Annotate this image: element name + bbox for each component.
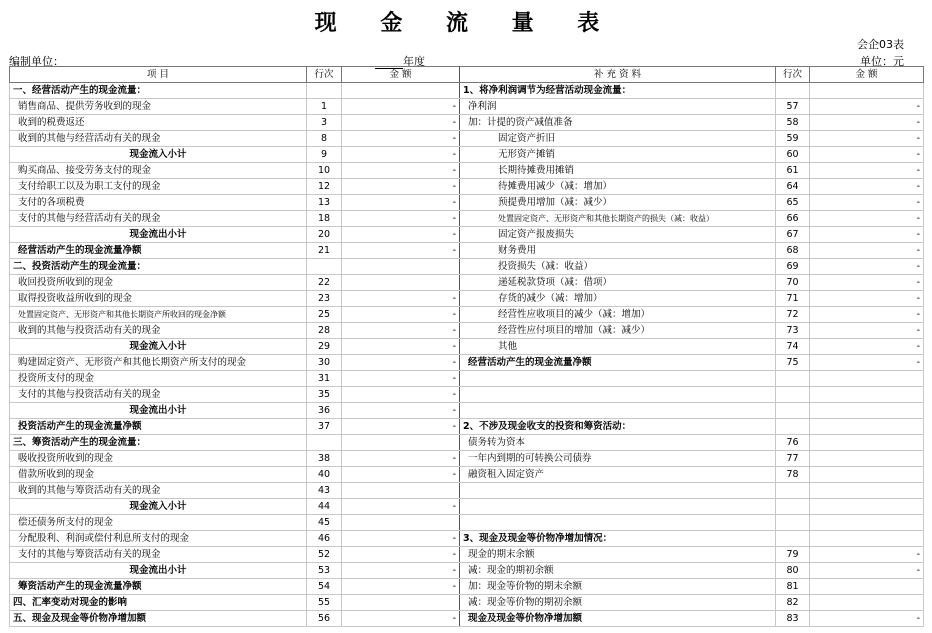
supplement-row-no: 67 <box>776 227 810 243</box>
table-row <box>10 163 924 179</box>
item-amount-cell[interactable]: - <box>342 323 460 339</box>
item-label: 取得投资收益所收到的现金 <box>10 291 307 307</box>
item-amount-cell[interactable]: - <box>342 531 460 547</box>
item-label: 投资所支付的现金 <box>10 371 307 387</box>
item-row-no: 55 <box>307 595 342 611</box>
form-code: 会企03表 <box>857 38 904 51</box>
table-row <box>10 275 924 291</box>
supplement-amount-cell[interactable]: - <box>810 243 924 259</box>
table-row <box>10 483 924 499</box>
supplement-row-no: 64 <box>776 179 810 195</box>
item-row-no: 20 <box>307 227 342 243</box>
table-row <box>10 419 924 435</box>
item-label: 现金流出小计 <box>10 227 307 243</box>
col-header-amount-2: 金 额 <box>810 67 924 83</box>
item-row-no: 56 <box>307 611 342 627</box>
item-row-no: 25 <box>307 307 342 323</box>
supplement-amount-cell[interactable]: - <box>810 307 924 323</box>
item-label: 支付的其他与经营活动有关的现金 <box>10 211 307 227</box>
table-row <box>10 515 924 531</box>
table-row <box>10 115 924 131</box>
supplement-amount-cell[interactable] <box>810 83 924 99</box>
item-amount-cell[interactable]: - <box>342 499 460 515</box>
item-row-no: 46 <box>307 531 342 547</box>
currency-unit: 单位：元 <box>860 55 904 68</box>
cash-flow-table <box>9 66 924 627</box>
supplement-row-no: 72 <box>776 307 810 323</box>
table-row <box>10 195 924 211</box>
item-row-no: 23 <box>307 291 342 307</box>
table-row <box>10 259 924 275</box>
item-label: 支付给职工以及为职工支付的现金 <box>10 179 307 195</box>
col-header-supplement: 补 充 资 料 <box>460 67 776 83</box>
supplement-label: 一年内到期的可转换公司债券 <box>460 451 776 467</box>
supplement-label: 处置固定资产、无形资产和其他长期资产的损失（减：收益） <box>460 211 776 227</box>
item-amount-cell[interactable]: - <box>342 291 460 307</box>
item-row-no: 36 <box>307 403 342 419</box>
supplement-label: 固定资产报废损失 <box>460 227 776 243</box>
item-label: 支付的各项税费 <box>10 195 307 211</box>
supplement-label <box>460 483 776 499</box>
supplement-amount-cell[interactable] <box>810 579 924 595</box>
supplement-amount-cell[interactable]: - <box>810 355 924 371</box>
item-amount-cell[interactable]: - <box>342 611 460 627</box>
item-row-no: 30 <box>307 355 342 371</box>
year-label: 年度 <box>403 55 425 68</box>
item-amount-cell[interactable]: - <box>342 387 460 403</box>
table-row <box>10 467 924 483</box>
item-label: 收到的其他与经营活动有关的现金 <box>10 131 307 147</box>
supplement-label: 1、将净利润调节为经营活动现金流量： <box>460 83 776 99</box>
supplement-label: 减：现金等价物的期初余额 <box>460 595 776 611</box>
table-row <box>10 403 924 419</box>
item-row-no: 3 <box>307 115 342 131</box>
table-row <box>10 179 924 195</box>
item-row-no: 28 <box>307 323 342 339</box>
col-header-amount: 金 额 <box>342 67 460 83</box>
supplement-amount-cell[interactable] <box>810 467 924 483</box>
table-row <box>10 83 924 99</box>
item-label: 分配股利、利润或偿付利息所支付的现金 <box>10 531 307 547</box>
supplement-label: 递延税款贷项（减：借项） <box>460 275 776 291</box>
supplement-label: 2、不涉及现金收支的投资和筹资活动： <box>460 419 776 435</box>
supplement-row-no: 57 <box>776 99 810 115</box>
supplement-row-no <box>776 387 810 403</box>
table-row <box>10 339 924 355</box>
item-row-no <box>307 435 342 451</box>
item-amount-cell[interactable] <box>342 595 460 611</box>
item-row-no: 31 <box>307 371 342 387</box>
supplement-row-no: 75 <box>776 355 810 371</box>
item-row-no: 13 <box>307 195 342 211</box>
table-row <box>10 611 924 627</box>
item-amount-cell[interactable]: - <box>342 419 460 435</box>
table-row <box>10 211 924 227</box>
supplement-label: 长期待摊费用摊销 <box>460 163 776 179</box>
supplement-label: 净利润 <box>460 99 776 115</box>
item-label: 购建固定资产、无形资产和其他长期资产所支付的现金 <box>10 355 307 371</box>
col-header-item: 项 目 <box>10 67 307 83</box>
item-amount-cell[interactable]: - <box>342 211 460 227</box>
supplement-row-no: 68 <box>776 243 810 259</box>
table-row <box>10 99 924 115</box>
table-row <box>10 531 924 547</box>
supplement-row-no <box>776 403 810 419</box>
item-row-no: 53 <box>307 563 342 579</box>
table-row <box>10 563 924 579</box>
item-row-no: 37 <box>307 419 342 435</box>
supplement-amount-cell[interactable] <box>810 451 924 467</box>
table-row <box>10 131 924 147</box>
item-amount-cell[interactable]: - <box>342 131 460 147</box>
table-header-row <box>10 67 924 83</box>
item-label: 购买商品、接受劳务支付的现金 <box>10 163 307 179</box>
item-amount-cell[interactable]: - <box>342 451 460 467</box>
item-amount-cell[interactable]: - <box>342 563 460 579</box>
supplement-row-no <box>776 515 810 531</box>
item-amount-cell[interactable] <box>342 483 460 499</box>
table-row <box>10 451 924 467</box>
item-row-no: 40 <box>307 467 342 483</box>
item-amount-cell[interactable]: - <box>342 467 460 483</box>
supplement-row-no <box>776 371 810 387</box>
supplement-label <box>460 387 776 403</box>
item-label: 支付的其他与筹资活动有关的现金 <box>10 547 307 563</box>
supplement-row-no <box>776 483 810 499</box>
item-row-no: 54 <box>307 579 342 595</box>
supplement-label: 预提费用增加（减：减少） <box>460 195 776 211</box>
supplement-amount-cell[interactable] <box>810 595 924 611</box>
item-amount-cell[interactable] <box>342 83 460 99</box>
table-row <box>10 323 924 339</box>
item-amount-cell[interactable] <box>342 275 460 291</box>
supplement-row-no: 61 <box>776 163 810 179</box>
supplement-amount-cell[interactable]: - <box>810 563 924 579</box>
item-amount-cell[interactable]: - <box>342 179 460 195</box>
supplement-row-no: 80 <box>776 563 810 579</box>
supplement-row-no <box>776 531 810 547</box>
supplement-amount-cell[interactable]: - <box>810 147 924 163</box>
supplement-amount-cell[interactable] <box>810 371 924 387</box>
table-row <box>10 227 924 243</box>
supplement-label: 经营性应付项目的增加（减：减少） <box>460 323 776 339</box>
supplement-amount-cell[interactable]: - <box>810 323 924 339</box>
table-row <box>10 435 924 451</box>
supplement-label: 现金的期末余额 <box>460 547 776 563</box>
supplement-amount-cell[interactable]: - <box>810 275 924 291</box>
item-label: 收到的其他与投资活动有关的现金 <box>10 323 307 339</box>
supplement-label <box>460 371 776 387</box>
supplement-row-no: 58 <box>776 115 810 131</box>
supplement-row-no: 60 <box>776 147 810 163</box>
supplement-row-no: 65 <box>776 195 810 211</box>
supplement-label: 投资损失（减：收益） <box>460 259 776 275</box>
item-label: 支付的其他与投资活动有关的现金 <box>10 387 307 403</box>
supplement-row-no <box>776 83 810 99</box>
table-row <box>10 387 924 403</box>
supplement-amount-cell[interactable]: - <box>810 227 924 243</box>
supplement-amount-cell[interactable]: - <box>810 179 924 195</box>
table-row <box>10 147 924 163</box>
supplement-label: 其他 <box>460 339 776 355</box>
table-row <box>10 307 924 323</box>
item-label: 经营活动产生的现金流量净额 <box>10 243 307 259</box>
page-title: 现 金 流 量 表 <box>314 11 618 36</box>
item-row-no: 21 <box>307 243 342 259</box>
table-row <box>10 595 924 611</box>
table-row <box>10 579 924 595</box>
item-label: 现金流入小计 <box>10 147 307 163</box>
supplement-row-no: 79 <box>776 547 810 563</box>
supplement-amount-cell[interactable]: - <box>810 259 924 275</box>
supplement-label: 减：现金的期初余额 <box>460 563 776 579</box>
item-label: 筹资活动产生的现金流量净额 <box>10 579 307 595</box>
item-row-no: 35 <box>307 387 342 403</box>
supplement-label: 债务转为资本 <box>460 435 776 451</box>
supplement-amount-cell[interactable] <box>810 483 924 499</box>
item-label: 一、经营活动产生的现金流量： <box>10 83 307 99</box>
item-amount-cell[interactable] <box>342 435 460 451</box>
supplement-amount-cell[interactable]: - <box>810 163 924 179</box>
supplement-label <box>460 499 776 515</box>
table-row <box>10 371 924 387</box>
item-amount-cell[interactable]: - <box>342 307 460 323</box>
item-amount-cell[interactable]: - <box>342 115 460 131</box>
item-amount-cell[interactable]: - <box>342 403 460 419</box>
supplement-amount-cell[interactable] <box>810 419 924 435</box>
item-row-no <box>307 83 342 99</box>
item-amount-cell[interactable]: - <box>342 99 460 115</box>
item-row-no: 8 <box>307 131 342 147</box>
supplement-amount-cell[interactable]: - <box>810 115 924 131</box>
supplement-label: 固定资产折旧 <box>460 131 776 147</box>
supplement-row-no: 70 <box>776 275 810 291</box>
item-row-no: 1 <box>307 99 342 115</box>
supplement-label <box>460 515 776 531</box>
supplement-row-no: 69 <box>776 259 810 275</box>
supplement-label: 加：现金等价物的期末余额 <box>460 579 776 595</box>
item-label: 三、筹资活动产生的现金流量： <box>10 435 307 451</box>
item-label: 处置固定资产、无形资产和其他长期资产所收回的现金净额 <box>10 307 307 323</box>
supplement-amount-cell[interactable]: - <box>810 291 924 307</box>
item-label: 现金流入小计 <box>10 499 307 515</box>
supplement-row-no: 77 <box>776 451 810 467</box>
table-row <box>10 355 924 371</box>
supplement-amount-cell[interactable] <box>810 387 924 403</box>
item-row-no: 45 <box>307 515 342 531</box>
item-label: 现金流出小计 <box>10 403 307 419</box>
table-row <box>10 547 924 563</box>
item-label: 二、投资活动产生的现金流量： <box>10 259 307 275</box>
supplement-label: 财务费用 <box>460 243 776 259</box>
item-label: 投资活动产生的现金流量净额 <box>10 419 307 435</box>
supplement-label: 存货的减少（减：增加） <box>460 291 776 307</box>
item-row-no: 29 <box>307 339 342 355</box>
supplement-row-no: 76 <box>776 435 810 451</box>
supplement-label: 现金及现金等价物净增加额 <box>460 611 776 627</box>
supplement-amount-cell[interactable]: - <box>810 339 924 355</box>
supplement-row-no: 78 <box>776 467 810 483</box>
col-header-row-no: 行次 <box>307 67 342 83</box>
preparer-label: 编制单位： <box>9 55 64 68</box>
item-label: 吸收投资所收到的现金 <box>10 451 307 467</box>
item-amount-cell[interactable] <box>342 515 460 531</box>
supplement-row-no: 83 <box>776 611 810 627</box>
supplement-row-no: 71 <box>776 291 810 307</box>
supplement-row-no: 59 <box>776 131 810 147</box>
item-label: 收回投资所收到的现金 <box>10 275 307 291</box>
supplement-amount-cell[interactable] <box>810 435 924 451</box>
supplement-label <box>460 403 776 419</box>
supplement-amount-cell[interactable]: - <box>810 99 924 115</box>
item-row-no: 22 <box>307 275 342 291</box>
item-row-no: 52 <box>307 547 342 563</box>
supplement-label: 加：计提的资产减值准备 <box>460 115 776 131</box>
table-row <box>10 499 924 515</box>
item-row-no: 18 <box>307 211 342 227</box>
item-label: 偿还债务所支付的现金 <box>10 515 307 531</box>
item-amount-cell[interactable]: - <box>342 195 460 211</box>
supplement-amount-cell[interactable]: - <box>810 211 924 227</box>
item-label: 五、现金及现金等价物净增加额 <box>10 611 307 627</box>
supplement-row-no: 82 <box>776 595 810 611</box>
item-label: 收到的税费返还 <box>10 115 307 131</box>
item-row-no <box>307 259 342 275</box>
supplement-label: 经营活动产生的现金流量净额 <box>460 355 776 371</box>
item-amount-cell[interactable]: - <box>342 547 460 563</box>
item-amount-cell[interactable]: - <box>342 355 460 371</box>
item-row-no: 9 <box>307 147 342 163</box>
supplement-label: 待摊费用减少（减：增加） <box>460 179 776 195</box>
supplement-label: 3、现金及现金等价物净增加情况： <box>460 531 776 547</box>
supplement-label: 无形资产摊销 <box>460 147 776 163</box>
table-row <box>10 291 924 307</box>
supplement-row-no <box>776 499 810 515</box>
item-row-no: 43 <box>307 483 342 499</box>
supplement-amount-cell[interactable]: - <box>810 131 924 147</box>
supplement-amount-cell[interactable]: - <box>810 547 924 563</box>
item-label: 借款所收到的现金 <box>10 467 307 483</box>
item-amount-cell[interactable]: - <box>342 371 460 387</box>
supplement-label: 经营性应收项目的减少（减：增加） <box>460 307 776 323</box>
item-amount-cell[interactable]: - <box>342 163 460 179</box>
supplement-row-no: 66 <box>776 211 810 227</box>
item-amount-cell[interactable]: - <box>342 339 460 355</box>
table-row <box>10 243 924 259</box>
item-row-no: 44 <box>307 499 342 515</box>
col-header-row-no-2: 行次 <box>776 67 810 83</box>
item-amount-cell[interactable]: - <box>342 579 460 595</box>
supplement-amount-cell[interactable] <box>810 531 924 547</box>
item-label: 收到的其他与筹资活动有关的现金 <box>10 483 307 499</box>
supplement-amount-cell[interactable] <box>810 403 924 419</box>
supplement-row-no: 73 <box>776 323 810 339</box>
item-amount-cell[interactable] <box>342 259 460 275</box>
supplement-row-no: 74 <box>776 339 810 355</box>
item-row-no: 12 <box>307 179 342 195</box>
item-amount-cell[interactable]: - <box>342 227 460 243</box>
item-label: 四、汇率变动对现金的影响 <box>10 595 307 611</box>
item-label: 销售商品、提供劳务收到的现金 <box>10 99 307 115</box>
item-amount-cell[interactable]: - <box>342 147 460 163</box>
supplement-row-no <box>776 419 810 435</box>
supplement-row-no: 81 <box>776 579 810 595</box>
item-label: 现金流入小计 <box>10 339 307 355</box>
supplement-amount-cell[interactable] <box>810 515 924 531</box>
item-row-no: 10 <box>307 163 342 179</box>
supplement-label: 融资租入固定资产 <box>460 467 776 483</box>
supplement-amount-cell[interactable] <box>810 499 924 515</box>
item-amount-cell[interactable]: - <box>342 243 460 259</box>
item-row-no: 38 <box>307 451 342 467</box>
item-label: 现金流出小计 <box>10 563 307 579</box>
supplement-amount-cell[interactable]: - <box>810 195 924 211</box>
supplement-amount-cell[interactable]: - <box>810 611 924 627</box>
